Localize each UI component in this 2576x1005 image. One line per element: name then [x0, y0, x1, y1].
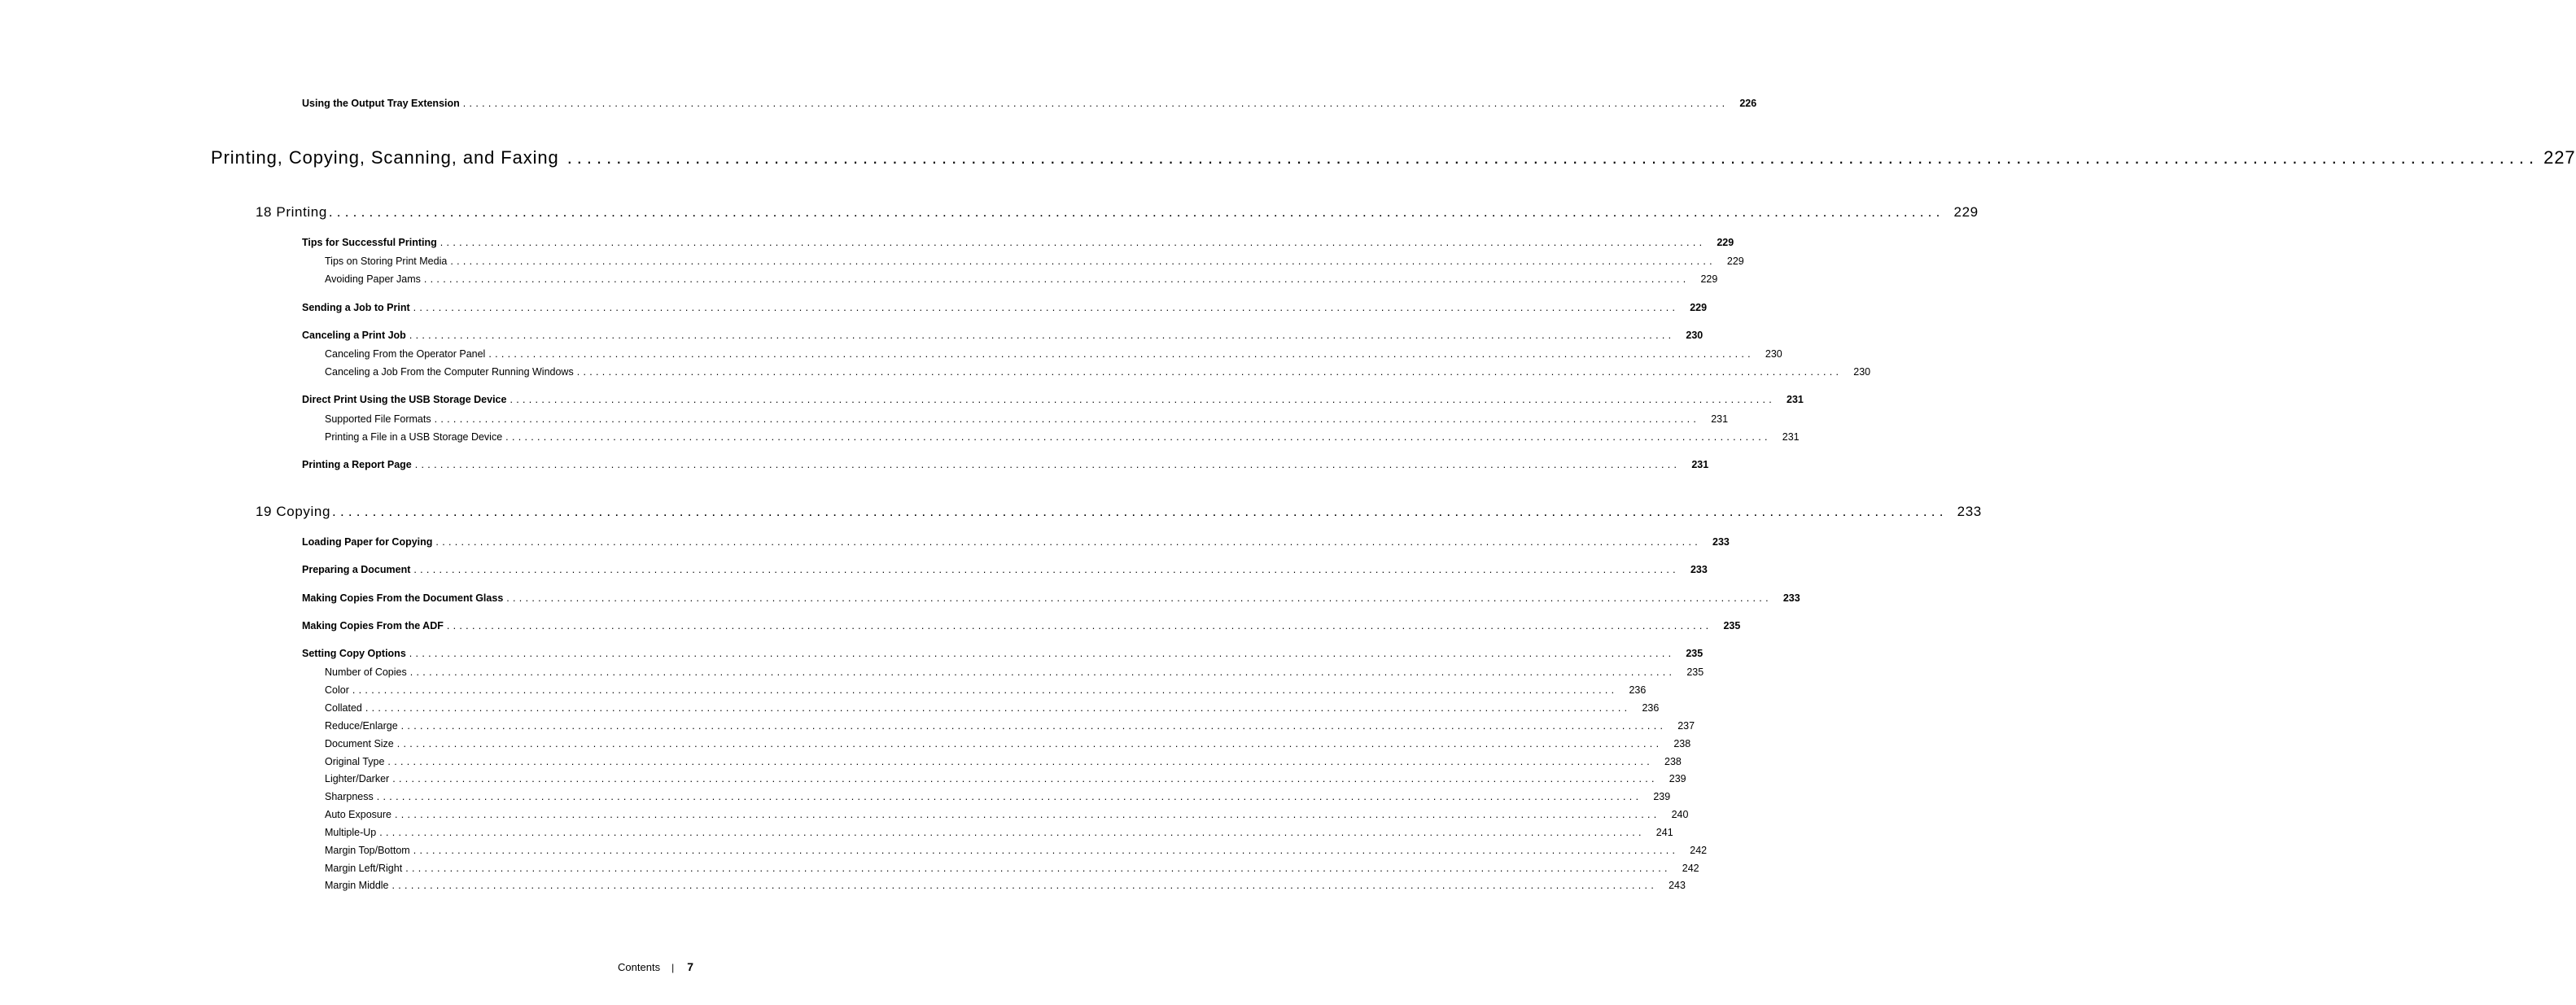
toc-entry-title: Loading Paper for Copying: [302, 536, 433, 548]
footer-label: Contents: [618, 961, 661, 973]
toc-entry-page: 235: [1723, 620, 1741, 631]
toc-entry-sub[interactable]: [325, 827, 1673, 838]
toc-entry-page: 242: [1690, 845, 1708, 856]
toc-entry-page: 242: [1682, 863, 1699, 874]
dot-leader: ........................................................................................................................................................................................................: [462, 98, 1729, 109]
toc-entry-page: 236: [1642, 702, 1660, 714]
dot-leader: ........................................................................................................................................................................................................: [409, 330, 1675, 341]
dot-leader: ........................................................................................................................................................................................................: [506, 592, 1772, 604]
toc-entry-page: 227: [2543, 147, 2576, 168]
toc-entry-page: 231: [1691, 459, 1709, 470]
toc-entry-sub[interactable]: [325, 273, 1718, 285]
toc-entry-title: Preparing a Document: [302, 564, 411, 575]
dot-leader: ........................................................................................................................................................................................................: [413, 845, 1679, 856]
toc-entry-page: 239: [1668, 773, 1686, 784]
toc-entry-title: Printing a File in a USB Storage Device: [325, 431, 503, 443]
toc-entry-title: Original Type: [325, 756, 385, 767]
toc-entry-part[interactable]: [211, 147, 2576, 168]
toc-entry-title: Canceling a Job From the Computer Running Windows: [325, 366, 574, 378]
dot-leader: ........................................................................................................................................................................................................: [450, 256, 1716, 267]
toc-entry-title: Printing, Copying, Scanning, and Faxing: [211, 147, 559, 168]
dot-leader: ........................................................................................................................................................................................................: [576, 366, 1843, 378]
toc-entry-section[interactable]: [302, 394, 1804, 405]
dot-leader: ........................................................................................................................................................................................................: [376, 791, 1642, 802]
toc-entry-page: 238: [1673, 738, 1691, 749]
toc-entry-sub[interactable]: [325, 756, 1682, 767]
toc-entry-page: 229: [1953, 204, 1979, 220]
toc-entry-title: Sharpness: [325, 791, 374, 802]
dot-leader: ........................................................................................................................................................................................................: [328, 204, 1944, 220]
dot-leader: ........................................................................................................................................................................................................: [409, 648, 1675, 659]
dot-leader: ........................................................................................................................................................................................................: [409, 666, 1676, 678]
footer-page-number: 7: [687, 960, 693, 973]
toc-entry-page: 229: [1700, 273, 1718, 285]
toc-entry-title: Using the Output Tray Extension: [302, 98, 460, 109]
dot-leader: ........................................................................................................................................................................................................: [387, 756, 1653, 767]
toc-entry-page: 236: [1629, 684, 1647, 696]
toc-entry-page: 238: [1664, 756, 1682, 767]
toc-entry-sub[interactable]: [325, 863, 1699, 874]
dot-leader: ........................................................................................................................................................................................................: [395, 809, 1660, 820]
toc-entry-title: 18 Printing: [256, 204, 327, 220]
toc-entry-title: Printing a Report Page: [302, 459, 412, 470]
toc-entry-title: Margin Left/Right: [325, 863, 403, 874]
toc-entry-title: Making Copies From the Document Glass: [302, 592, 504, 604]
toc-entry-page: 230: [1686, 330, 1703, 341]
toc-entry-title: Margin Top/Bottom: [325, 845, 410, 856]
toc-entry-sub[interactable]: [325, 348, 1782, 360]
toc-entry-page: 243: [1668, 880, 1686, 891]
toc-entry-sub[interactable]: [325, 809, 1689, 820]
dot-leader: ........................................................................................................................................................................................................: [423, 273, 1690, 285]
toc-entry-section[interactable]: [302, 459, 1709, 470]
toc-entry-title: Canceling a Print Job: [302, 330, 406, 341]
toc-entry-title: Multiple-Up: [325, 827, 377, 838]
dot-leader: ........................................................................................................................................................................................................: [413, 564, 1679, 575]
toc-entry-chapter[interactable]: [256, 504, 1982, 520]
dot-leader: ........................................................................................................................................................................................................: [365, 702, 1631, 714]
toc-entry-page: 235: [1686, 648, 1703, 659]
toc-entry-title: Collated: [325, 702, 362, 714]
toc-entry-section[interactable]: [302, 564, 1708, 575]
toc-entry-section[interactable]: [302, 237, 1734, 248]
dot-leader: ........................................................................................................................................................................................................: [434, 413, 1700, 425]
toc-entry-sub[interactable]: [325, 366, 1871, 378]
dot-leader: ........................................................................................................................................................................................................: [400, 720, 1667, 732]
toc-entry-page: 226: [1739, 98, 1757, 109]
toc-entry-section[interactable]: [302, 302, 1708, 313]
toc-entry-page: 233: [1712, 536, 1730, 548]
toc-entry-title: Number of Copies: [325, 666, 407, 678]
toc-entry-title: Tips on Storing Print Media: [325, 256, 448, 267]
toc-entry-page: 233: [1690, 564, 1708, 575]
toc-entry-page: 233: [1782, 592, 1800, 604]
toc-entry-sub[interactable]: [325, 702, 1660, 714]
toc-entry-page: 230: [1853, 366, 1871, 378]
dot-leader: ........................................................................................................................................................................................................: [379, 827, 1645, 838]
toc-entry-title: Canceling From the Operator Panel: [325, 348, 486, 360]
toc-entry-sub[interactable]: [325, 880, 1686, 891]
toc-entry-sub[interactable]: [325, 845, 1708, 856]
toc-entry-page: 231: [1782, 431, 1800, 443]
toc-entry-page: 239: [1653, 791, 1671, 802]
toc-entry-page: 240: [1671, 809, 1689, 820]
toc-entry-page: 233: [1957, 504, 1982, 519]
toc-entry-sub[interactable]: [325, 666, 1704, 678]
dot-leader: ........................................................................................................................................................................................................: [566, 147, 2539, 168]
toc-entry-title: Supported File Formats: [325, 413, 431, 425]
toc-entry-section[interactable]: [302, 330, 1703, 341]
dot-leader: ........................................................................................................................................................................................................: [505, 431, 1771, 443]
toc-entry-section[interactable]: [302, 620, 1741, 631]
dot-leader: ........................................................................................................................................................................................................: [396, 738, 1663, 749]
toc-entry-sub[interactable]: [325, 413, 1729, 425]
dot-leader: ........................................................................................................................................................................................................: [488, 348, 1754, 360]
toc-entry-page: 230: [1765, 348, 1782, 360]
toc-entry-page: 237: [1677, 720, 1695, 732]
toc-entry-sub[interactable]: [325, 256, 1744, 267]
toc-entry-sub[interactable]: [325, 720, 1695, 732]
toc-entry-title: Lighter/Darker: [325, 773, 390, 784]
toc-entry-section[interactable]: [302, 648, 1703, 659]
toc-entry-section[interactable]: [302, 98, 1757, 109]
toc-entry-title: Color: [325, 684, 349, 696]
toc-entry-title: Document Size: [325, 738, 394, 749]
toc-entry-sub[interactable]: [325, 773, 1686, 784]
toc-entry-page: 241: [1655, 827, 1673, 838]
toc-entry-title: Direct Print Using the USB Storage Device: [302, 394, 507, 405]
toc-entry-chapter[interactable]: [256, 204, 1979, 221]
toc-entry-sub[interactable]: [325, 791, 1671, 802]
toc-entry-sub[interactable]: [325, 738, 1691, 749]
dot-leader: ........................................................................................................................................................................................................: [435, 536, 1701, 548]
dot-leader: ........................................................................................................................................................................................................: [391, 880, 1658, 891]
toc-entry-title: Reduce/Enlarge: [325, 720, 398, 732]
toc-entry-title: Sending a Job to Print: [302, 302, 410, 313]
toc-entry-page: 231: [1787, 394, 1804, 405]
toc-entry-title: Auto Exposure: [325, 809, 391, 820]
toc-entry-title: Margin Middle: [325, 880, 389, 891]
dot-leader: ........................................................................................................................................................................................................: [352, 684, 1618, 696]
footer-separator: |: [671, 962, 675, 973]
toc-entry-page: 235: [1686, 666, 1704, 678]
page-footer: [570, 960, 693, 973]
toc-entry-page: 229: [1726, 256, 1744, 267]
toc-entry-title: Making Copies From the ADF: [302, 620, 444, 631]
toc-entry-section[interactable]: [302, 592, 1800, 604]
toc-entry-sub[interactable]: [325, 431, 1800, 443]
toc-entry-title: 19 Copying: [256, 504, 331, 519]
toc-entry-page: 231: [1711, 413, 1729, 425]
dot-leader: ........................................................................................................................................................................................................: [446, 620, 1712, 631]
dot-leader: ........................................................................................................................................................................................................: [414, 459, 1681, 470]
toc-entry-title: Setting Copy Options: [302, 648, 406, 659]
dot-leader: ........................................................................................................................................................................................................: [392, 773, 1658, 784]
toc-entry-title: Avoiding Paper Jams: [325, 273, 421, 285]
dot-leader: ........................................................................................................................................................................................................: [332, 504, 1948, 519]
dot-leader: ........................................................................................................................................................................................................: [405, 863, 1671, 874]
dot-leader: ........................................................................................................................................................................................................: [413, 302, 1679, 313]
toc-entry-section[interactable]: [302, 536, 1730, 548]
dot-leader: ........................................................................................................................................................................................................: [440, 237, 1706, 248]
toc-entry-title: Tips for Successful Printing: [302, 237, 437, 248]
toc-entry-page: 229: [1690, 302, 1708, 313]
toc-entry-page: 229: [1717, 237, 1734, 248]
toc-entry-sub[interactable]: [325, 684, 1647, 696]
dot-leader: ........................................................................................................................................................................................................: [510, 394, 1776, 405]
